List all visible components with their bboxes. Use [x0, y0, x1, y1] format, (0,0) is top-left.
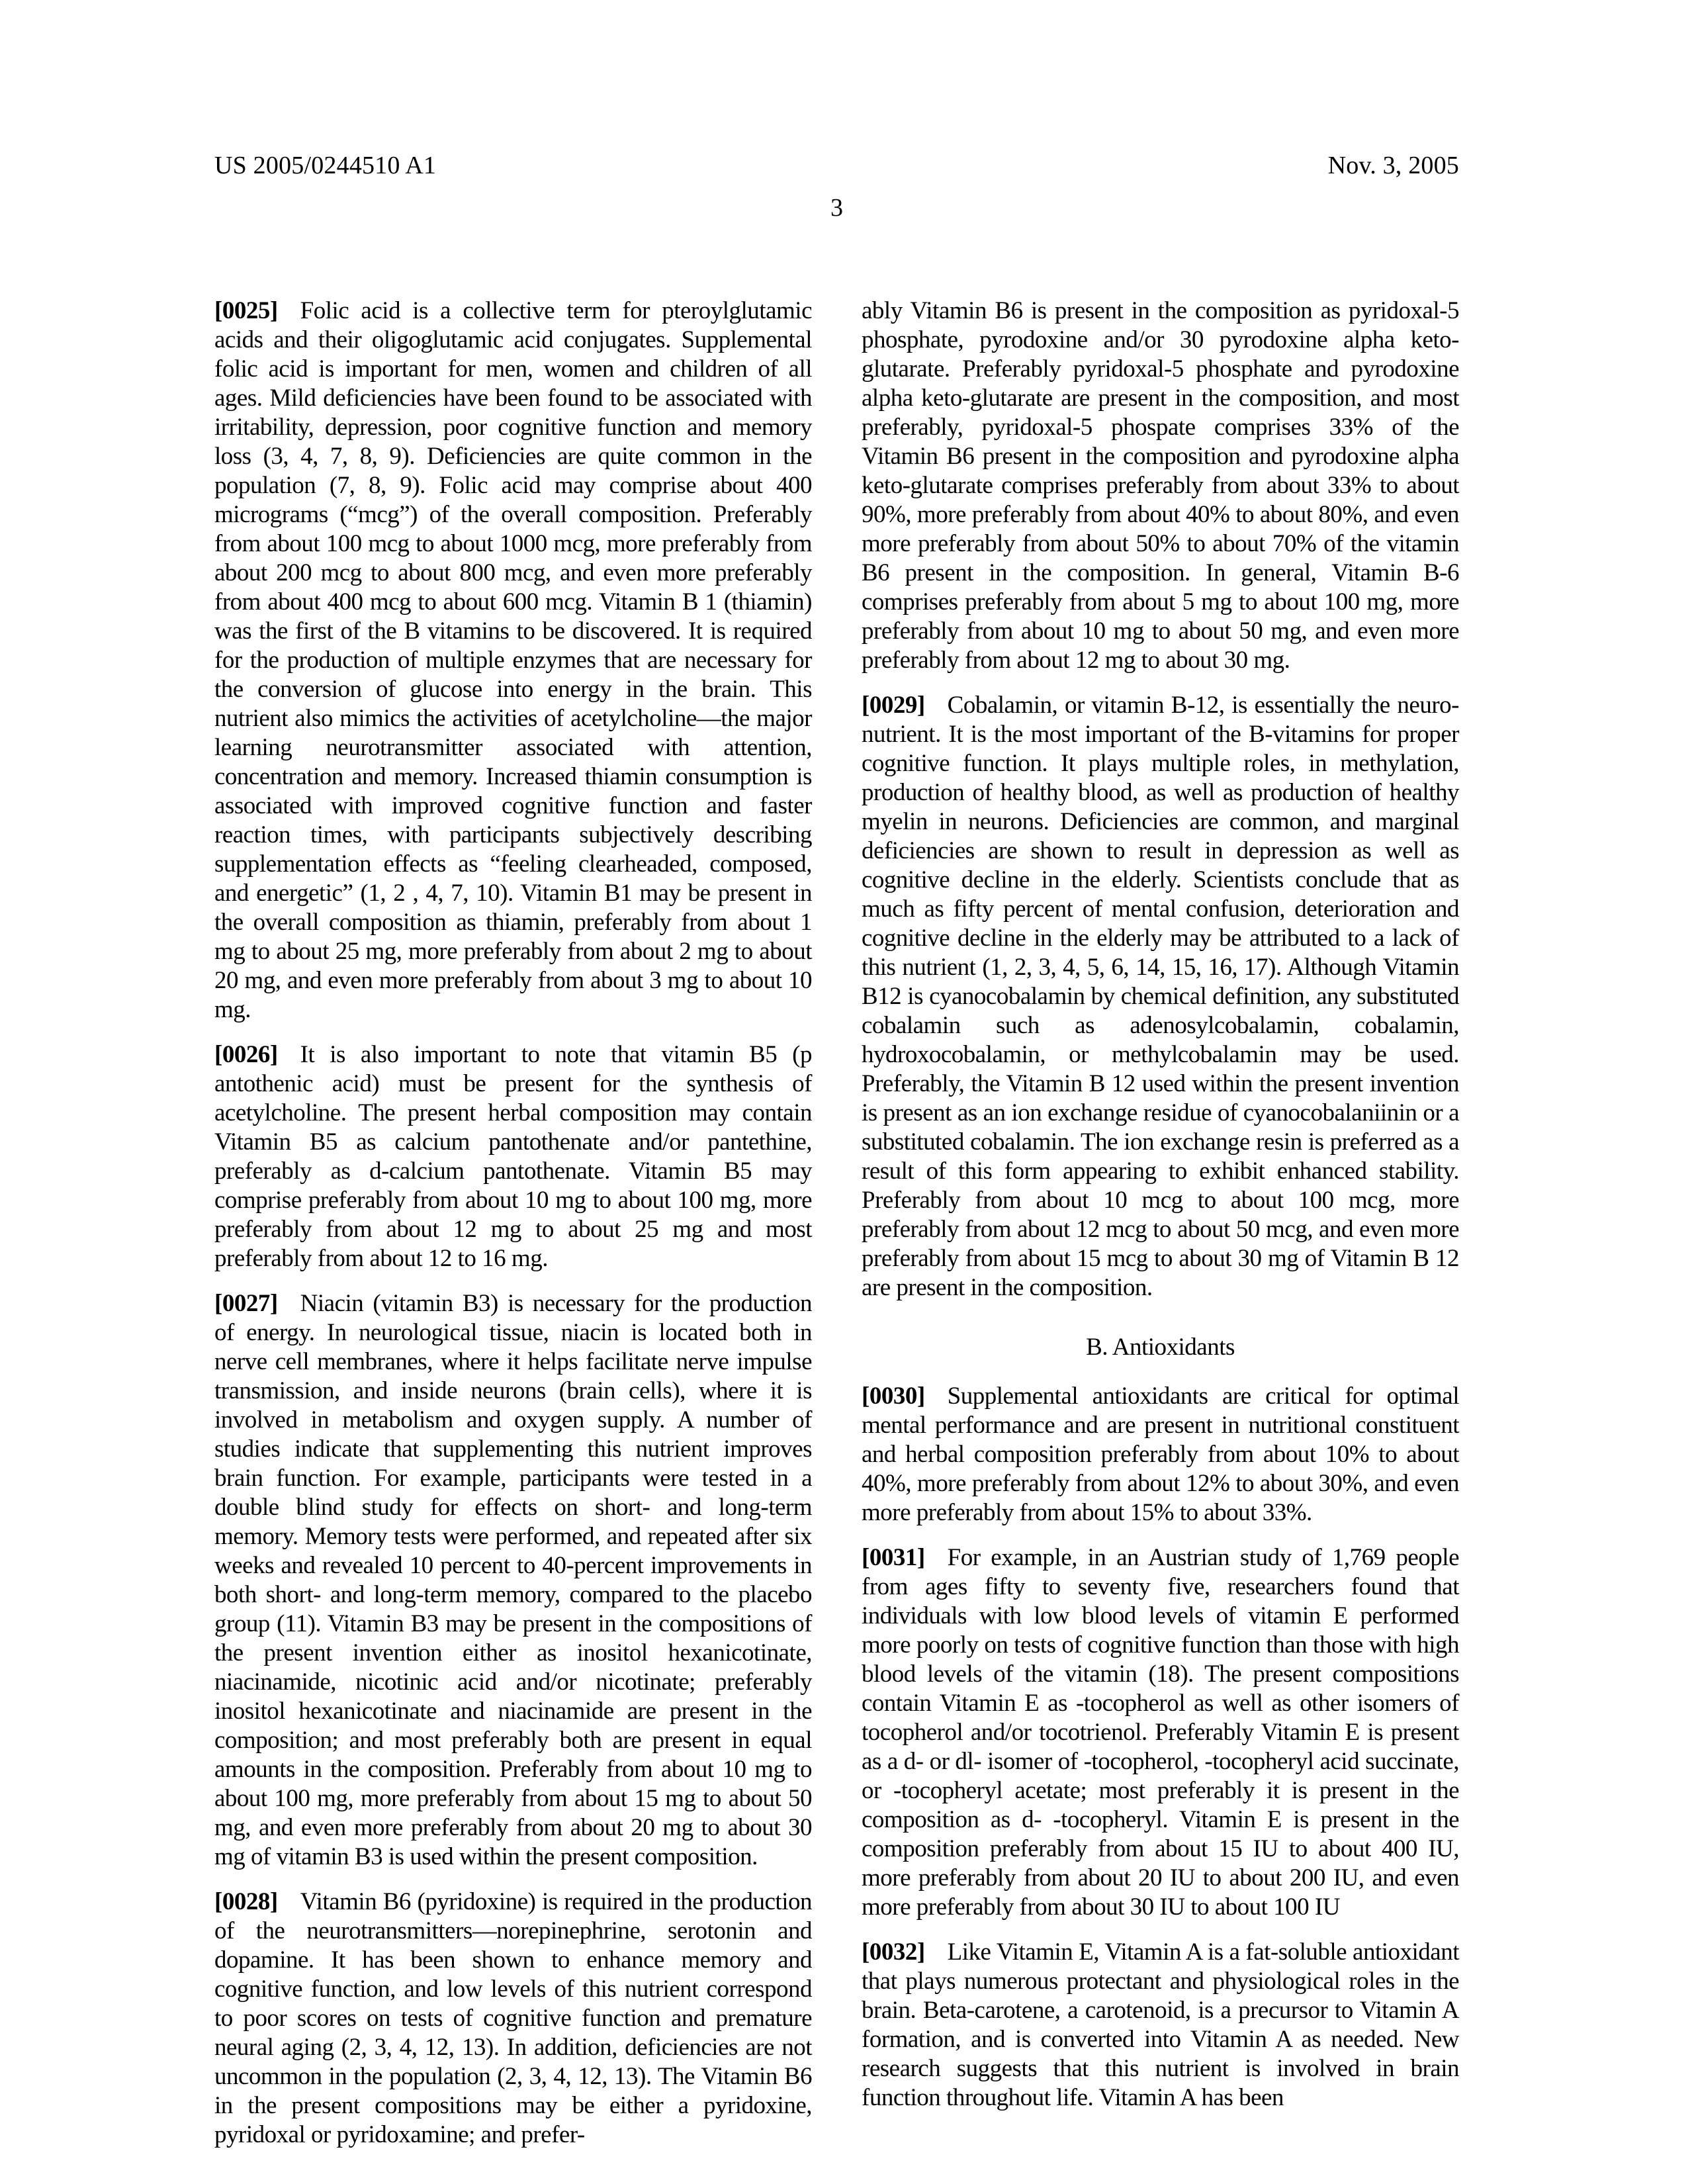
paragraph-label: [0027] — [214, 1290, 278, 1317]
paragraph-label: [0026] — [214, 1041, 278, 1068]
paragraph-0030 — [862, 1382, 1459, 1527]
paragraph-text: Folic acid is a collective term for pteroylglutamic acids and their oligoglutamic acid conjugates. Supplemental folic acid is important for men, women and children of all ages. Mild deficiencies have been found to be associated with irritability, depression, poor cognitive function and memory loss (3, 4, 7, 8, 9). Deficiencies are quite common in the population (7, 8, 9). Folic acid may comprise about 400 micrograms (“mcg”) of the overall composition. Preferably from about 100 mcg to about 1000 mcg, more preferably from about 200 mcg to about 800 mcg, and even more preferably from about 400 mcg to about 600 mcg. Vitamin B 1 (thiamin) was the first of the B vitamins to be discovered. It is required for the production of multiple enzymes that are necessary for the conversion of glucose into energy in the brain. This nutrient also mimics the activities of acetylcholine—the major learning neurotransmitter associated with attention, concentration and memory. Increased thiamin consumption is associated with improved cognitive function and faster reaction times, with participants subjectively describing supplementation effects as “feeling clearheaded, composed, and energetic” (1, 2 , 4, 7, 10). Vitamin B1 may be present in the overall composition as thiamin, preferably from about 1 mg to about 25 mg, more preferably from about 2 mg to about 20 mg, and even more preferably from about 3 mg to about 10 mg. — [214, 297, 812, 1023]
paragraph-0025 — [214, 296, 812, 1024]
paragraph-0031 — [862, 1543, 1459, 1922]
paragraph-0028 — [214, 1888, 812, 2150]
paragraph-text: It is also important to note that vitamin B5 (p antothenic acid) must be present for the synthesis of acetylcholine. The present herbal composition may contain Vitamin B5 as calcium pantothenate and/or pantethine, preferably as d-calcium pantothenate. Vitamin B5 may comprise preferably from about 10 mg to about 100 mg, more preferably from about 12 mg to about 25 mg and most preferably from about 12 to 16 mg. — [214, 1041, 812, 1272]
section-heading-antioxidants: B. Antioxidants — [1086, 1334, 1235, 1361]
paragraph-text: Vitamin B6 (pyridoxine) is required in the production of the neurotransmitters—norepinephrine, serotonin and dopamine. It has been shown to enhance memory and cognitive function, and low levels of this nutrient correspond to poor scores on tests of cognitive function and premature neural aging (2, 3, 4, 12, 13). In addition, deficiencies are not uncommon in the population (2, 3, 4, 12, 13). The Vitamin B6 in the present compositions may be either a pyridoxine, pyridoxal or pyridoxamine; and prefer- — [214, 1888, 812, 2148]
paragraph-0032 — [862, 1938, 1459, 2113]
page-number: 3 — [830, 194, 843, 222]
left-column — [214, 296, 812, 2150]
paragraph-label: [0025] — [214, 297, 278, 324]
paragraph-0028-continuation — [862, 296, 1459, 675]
paragraph-text: Cobalamin, or vitamin B-12, is essentially the neuro-nutrient. It is the most important of the B-vitamins for proper cognitive function. It plays multiple roles, in methylation, production of healthy blood, as well as production of healthy myelin in neurons. Deficiencies are common, and marginal deficiencies are shown to result in depression as well as cognitive decline in the elderly. Scientists conclude that as much as fifty percent of mental confusion, deterioration and cognitive decline in the elderly may be attributed to a lack of this nutrient (1, 2, 3, 4, 5, 6, 14, 15, 16, 17). Although Vitamin B12 is cyanocobalamin by chemical definition, any substituted cobalamin such as adenosylcobalamin, cobalamin, hydroxocobalamin, or methylcobalamin may be used. Preferably, the Vitamin B 12 used within the present invention is present as an ion exchange residue of cyanocobalaniinin or a substituted cobalamin. The ion exchange resin is preferred as a result of this form appearing to exhibit enhanced stability. Preferably from about 10 mcg to about 100 mcg, more preferably from about 12 mcg to about 50 mcg, and even more preferably from about 15 mcg to about 30 mg of Vitamin B 12 are present in the composition. — [862, 692, 1459, 1301]
right-column — [862, 296, 1459, 2150]
patent-publication-number: US 2005/0244510 A1 — [214, 152, 437, 179]
paragraph-text: Supplemental antioxidants are critical for optimal mental performance and are present in nutritional constituent and herbal composition preferably from about 10% to about 40%, more preferably from about 12% to about 30%, and even more preferably from about 15% to about 33%. — [862, 1383, 1459, 1526]
paragraph-0026 — [214, 1040, 812, 1273]
paragraph-text: ably Vitamin B6 is present in the composition as pyridoxal-5 phosphate, pyrodoxine and/or 30 pyrodoxine alpha keto-glutarate. Preferably pyridoxal-5 phosphate and pyrodoxine alpha keto-glutarate are present in the composition, and most preferably, pyridoxal-5 phospate comprises 33% of the Vitamin B6 present in the composition and pyrodoxine alpha keto-glutarate comprises preferably from about 33% to about 90%, more preferably from about 40% to about 80%, and even more preferably from about 50% to about 70% of the vitamin B6 present in the composition. In general, Vitamin B-6 comprises preferably from about 5 mg to about 100 mg, more preferably from about 10 mg to about 50 mg, and even more preferably from about 12 mg to about 30 mg. — [862, 297, 1459, 674]
page-header — [214, 151, 1459, 180]
paragraph-label: [0032] — [862, 1938, 925, 1966]
text-body — [214, 296, 1459, 2150]
paragraph-0027 — [214, 1289, 812, 1872]
paragraph-label: [0030] — [862, 1383, 925, 1410]
paragraph-label: [0031] — [862, 1544, 925, 1571]
paragraph-label: [0028] — [214, 1888, 278, 1915]
paragraph-text: Niacin (vitamin B3) is necessary for the production of energy. In neurological tissue, niacin is located both in nerve cell membranes, where it helps facilitate nerve impulse transmission, and inside neurons (brain cells), where it is involved in metabolism and oxygen supply. A number of studies indicate that supplementing this nutrient improves brain function. For example, participants were tested in a double blind study for effects on short- and long-term memory. Memory tests were performed, and repeated after six weeks and revealed 10 percent to 40-percent improvements in both short- and long-term memory, compared to the placebo group (11). Vitamin B3 may be present in the compositions of the present invention either as inositol hexanicotinate, niacinamide, nicotinic acid and/or nicotinate; preferably inositol hexanicotinate and niacinamide are present in the composition; and most preferably both are present in equal amounts in the composition. Preferably from about 10 mg to about 100 mg, more preferably from about 15 mg to about 50 mg, and even more preferably from about 20 mg to about 30 mg of vitamin B3 is used within the present composition. — [214, 1290, 812, 1870]
paragraph-text: Like Vitamin E, Vitamin A is a fat-soluble antioxidant that plays numerous protectant and physiological roles in the brain. Beta-carotene, a carotenoid, is a precursor to Vitamin A formation, and is converted into Vitamin A as needed. New research suggests that this nutrient is involved in brain function throughout life. Vitamin A has been — [862, 1938, 1459, 2111]
publication-date: Nov. 3, 2005 — [1327, 152, 1459, 179]
paragraph-0029 — [862, 691, 1459, 1302]
paragraph-label: [0029] — [862, 692, 925, 719]
paragraph-text: For example, in an Austrian study of 1,769 people from ages fifty to seventy five, researchers found that individuals with low blood levels of vitamin E performed more poorly on tests of cognitive function than those with high blood levels of the vitamin (18). The present compositions contain Vitamin E as -tocopherol as well as other isomers of tocopherol and/or tocotrienol. Preferably Vitamin E is present as a d- or dl- isomer of -tocopherol, -tocopheryl acid succinate, or -tocopheryl acetate; most preferably it is present in the composition as d- -tocopheryl. Vitamin E is present in the composition preferably from about 15 IU to about 400 IU, more preferably from about 20 IU to about 200 IU, and even more preferably from about 30 IU to about 100 IU — [862, 1544, 1459, 1921]
